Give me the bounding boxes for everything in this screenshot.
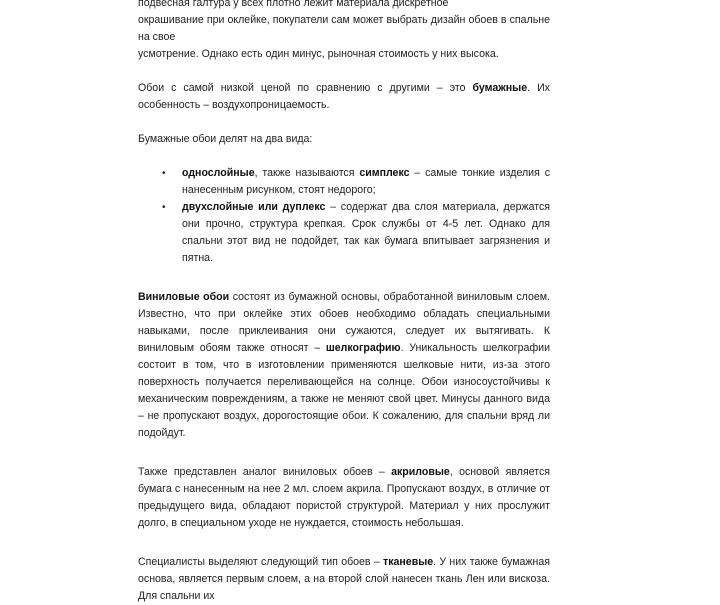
term-simplex: симплекс <box>359 167 410 179</box>
paragraph-vinyl: Виниловые обои состоят из бумажной основы, обработанной виниловым слоем. Известно, что при оклейке этих обоев необходимо обладать специальными навыками, после приклеивания они сужаются, следует их вытягивать. К виниловым обоям также относят – шелкографию. Уникальность шелкографии состоит в том, что в изготовлении применяются шелковые нити, из-за этого поверхность получается переливающейся на солнце. Обои износоустойчивы к механическим повреждениям, а также не меняют свой цвет. Минусы данного вида – не пропускают воздух, дорогостоящие обои. К сожалению, для спальни вряд ли подойдут. <box>138 291 550 439</box>
intro-line-1: подвесная галтура у всех плотно лежит материала дискретное <box>138 0 449 9</box>
intro-line-3: усмотрение. Однако есть один минус, рыночная стоимость у них высока. <box>138 48 499 60</box>
paragraph-textile: Специалисты выделяют следующий тип обоев – тканевые. У них также бумажная основа, является первым слоем, а на второй слой нанесен ткань Лен или вискоза. Для спальни их <box>138 556 550 602</box>
paragraph-acrylic: Также представлен аналог виниловых обоев – акриловые, основой является бумага с нанесенным на нее 2 мл. слоем акрила. Пропускают воздух, в отличие от предыдущего вида, обладают пористой структурой. Материал у них прослужит долго, в специальном уходе не нуждается, стоимость небольшая. <box>138 466 550 529</box>
paragraph-paper-wallpaper: Обои с самой низкой ценой по сравнению с другими – это бумажные. Их особенность – воздухопроницаемость. <box>138 82 550 111</box>
term-single-layer: однослойные <box>182 167 255 179</box>
term-paper: бумажные <box>472 82 528 94</box>
term-textile: тканевые <box>383 556 434 568</box>
bullet-icon: • <box>162 168 166 179</box>
paragraph-types-intro: Бумажные обои делят на два вида: <box>138 133 313 145</box>
term-duplex: двухслойные или дуплекс <box>182 201 326 213</box>
term-vinyl: Виниловые обои <box>138 291 230 303</box>
intro-line-2: окрашивание при оклейке, покупатели сам может выбрать дизайн обоев в спальне на свое <box>138 14 550 43</box>
list-item: • однослойные, также называются симплекс – самые тонкие изделия с нанесенным рисунком, стоят недорого; <box>162 167 550 196</box>
term-acrylic: акриловые <box>391 466 450 478</box>
wallpaper-types-list <box>138 165 550 267</box>
term-silkscreen: шелкографию <box>325 342 401 354</box>
bullet-icon: • <box>162 202 166 213</box>
paragraph-intro <box>138 0 550 63</box>
list-item: • двухслойные или дуплекс – содержат два слоя материала, держатся они прочно, структура крепкая. Срок службы от 4-5 лет. Однако для спальни этот вид не подойдет, так как бумага впитывает загрязнения и пятна. <box>162 201 550 264</box>
